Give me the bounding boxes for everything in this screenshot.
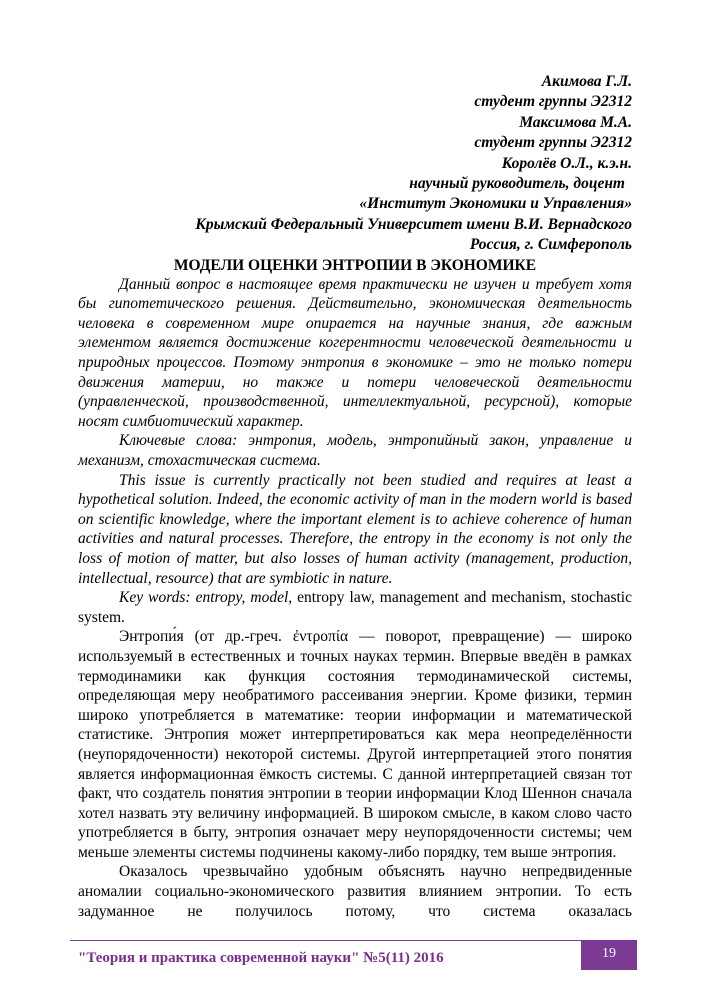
author-line: студент группы Э2312 bbox=[474, 93, 632, 111]
article-page bbox=[78, 72, 632, 921]
page-number-badge: 19 bbox=[581, 940, 637, 970]
footer-journal-title: "Теория и практика современной науки" №5(11) 2016 bbox=[78, 950, 444, 966]
body-paragraph: Оказалось чрезвычайно удобным объяснять научно непредвиденные аномалии социально-экономического развития влиянием энтропии. То есть задуманное не получилось потому, что система оказалась bbox=[78, 863, 632, 920]
author-line: Россия, г. Симферополь bbox=[469, 236, 632, 254]
article-title: МОДЕЛИ ОЦЕНКИ ЭНТРОПИИ В ЭКОНОМИКЕ bbox=[173, 256, 537, 274]
author-line: Крымский Федеральный Университет имени В.И. Вернадского bbox=[195, 215, 632, 233]
keywords-en bbox=[78, 588, 632, 627]
abstract-ru: Данный вопрос в настоящее время практически не изучен и требует хотя бы гипотетического решения. Действительно, экономическая деятельность человека в современном мире опирается на научные знания, где важным элементом является достижение когерентности человеческой деятельности и природных процессов. Поэтому энтропия в экономике – это не только потери движения материи, но также и потери человеческой деятельности (управленческой, производственной, интеллектуальной, ресурсной), которые носят симбиотический характер. bbox=[78, 275, 632, 430]
keywords-en-text: entropy law, management and mechanism, stochastic system. bbox=[78, 589, 632, 626]
abstract-en: This issue is currently practically not been studied and requires at least a hypothetical solution. Indeed, the economic activity of man in the modern world is based on scientific knowledge, where the important element is to achieve coherence of human activities and natural processes. Therefore, the entropy in the economy is not only the loss of motion of matter, but also losses of human activity (management, production, intellectual, resource) that are symbiotic in nature. bbox=[78, 471, 632, 587]
body-paragraph: Энтропи́я (от др.-греч. ἐντροπία — поворот, превращение) — широко используемый в естественных и точных науках термин. Впервые введён в рамках термодинамики как функция состояния термодинамической системы, определяющая меру необратимого рассеивания энергии. Кроме физики, термин широко употребляется в математике: теории информации и математической статистике. Энтропия может интерпретироваться как мера неопределённости (неупорядоченности) некоторой системы. Другой интерпретацией этого понятия является информационная ёмкость системы. С данной интерпретацией связан тот факт, что создатель понятия энтропии в теории информации Клод Шеннон сначала хотел назвать эту величину информацией. В широком смысле, в каком слово часто употребляется в быту, энтропия означает меру неупорядоченности системы; чем меньше элементы системы подчинены какому-либо порядку, тем выше энтропия. bbox=[78, 628, 632, 861]
author-line: Акимова Г.Л. bbox=[541, 73, 632, 90]
author-line: Королёв О.Л., к.э.н. bbox=[501, 154, 632, 172]
footer-divider bbox=[70, 940, 636, 941]
keywords-en-label: Key words: entropy, model, bbox=[119, 589, 293, 607]
author-line: научный руководитель, доцент bbox=[409, 175, 625, 193]
keywords-ru: Ключевые слова: энтропия, модель, энтропийный закон, управление и механизм, стохастическая система. bbox=[78, 432, 632, 469]
author-line: «Институт Экономики и Управления» bbox=[359, 195, 632, 213]
author-line: студент группы Э2312 bbox=[474, 134, 632, 152]
author-line: Максимова М.А. bbox=[519, 113, 632, 131]
author-block bbox=[78, 72, 632, 256]
